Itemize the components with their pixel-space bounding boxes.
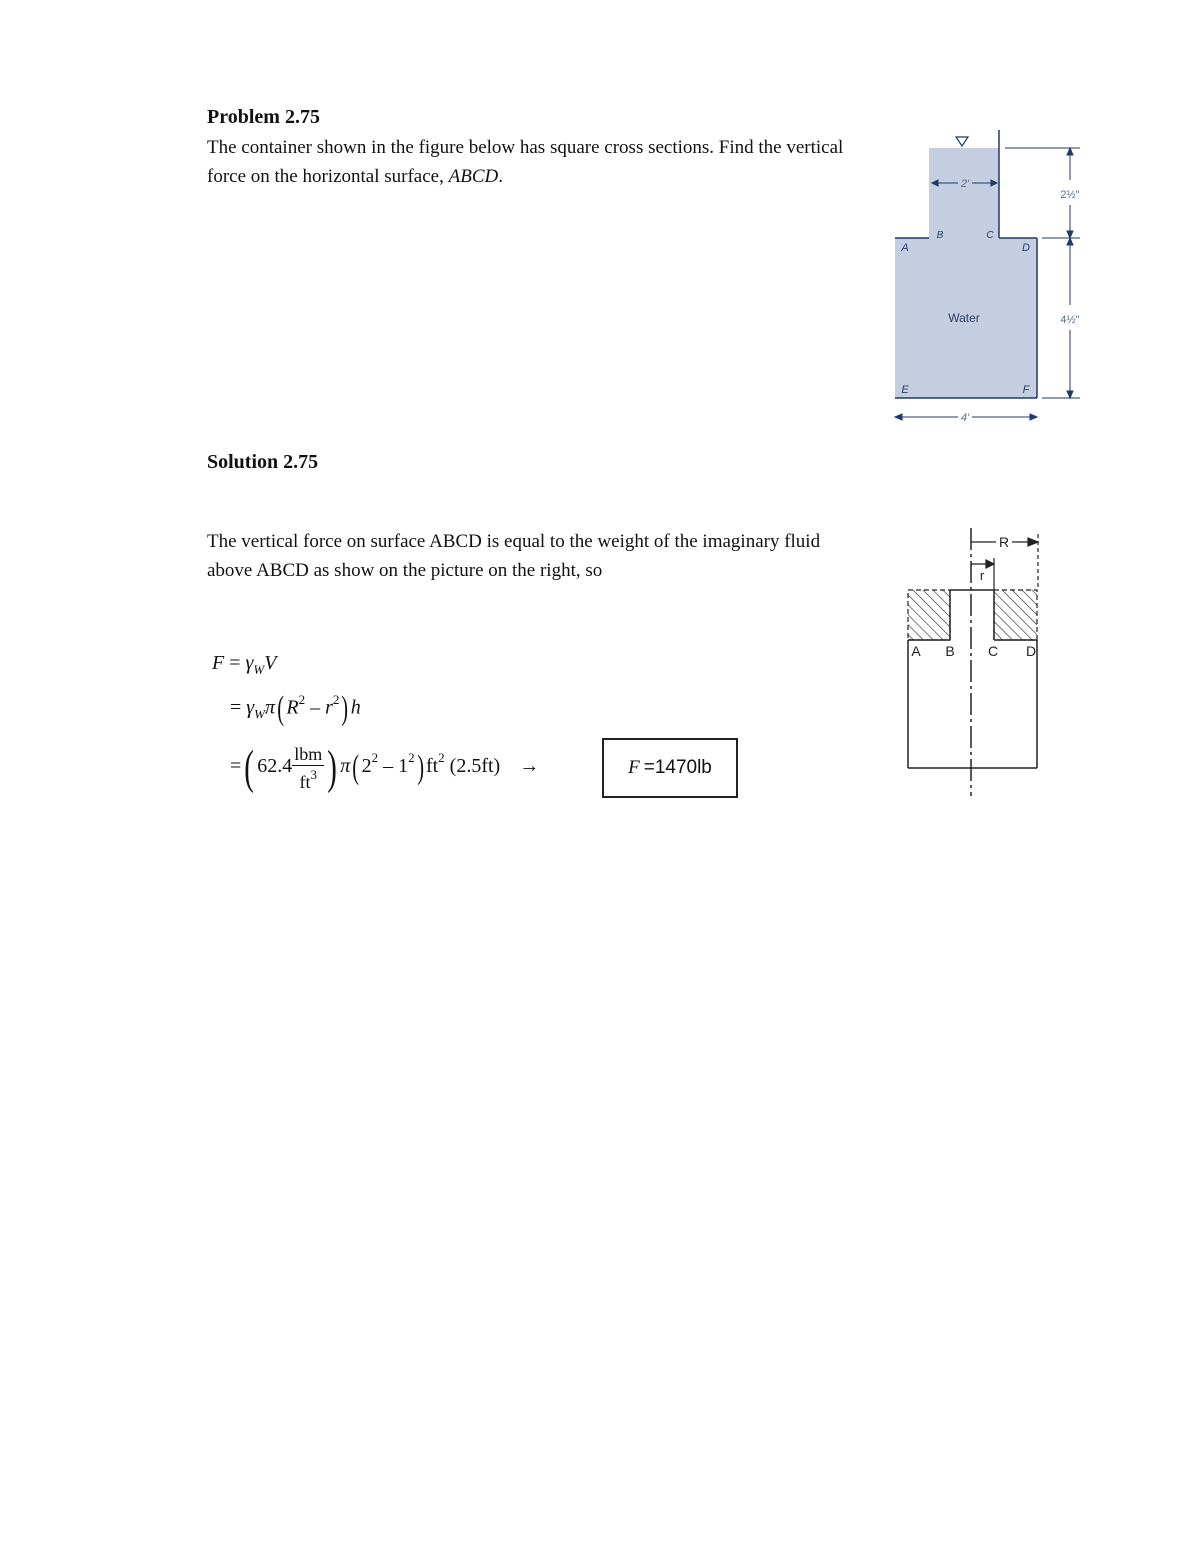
- eq3-numerator: lbm: [294, 743, 323, 764]
- eq3-term-a: 2: [361, 755, 372, 778]
- eq3-term-a-exp: 2: [371, 750, 379, 766]
- eq2-pi: π: [265, 696, 276, 719]
- eq2-small-r-exp: 2: [332, 691, 340, 707]
- eq3-minus: –: [383, 755, 394, 778]
- problem-title: Problem 2.75: [207, 106, 320, 128]
- eq3-unit: ft: [425, 755, 439, 778]
- water-label: Water: [948, 311, 980, 325]
- eq1-volume: V: [264, 652, 277, 674]
- eq3-equals: =: [230, 755, 242, 778]
- eq3-open-paren-2: (: [352, 748, 360, 786]
- problem-text-surface: ABCD: [448, 166, 499, 187]
- eq3-term-b: 1: [398, 755, 409, 778]
- eq3-unit-exp: 2: [438, 750, 445, 766]
- answer-value: =1470lb: [643, 757, 712, 778]
- upper-height-label: 2½": [1060, 189, 1080, 201]
- eq2-small-r: r: [325, 696, 333, 719]
- eq1-gamma: γ: [245, 652, 254, 674]
- eq1-equals: =: [229, 652, 241, 674]
- sketch-point-d: D: [1025, 643, 1037, 659]
- eq2-gamma-sub: W: [254, 706, 266, 722]
- equation-line-3: [230, 740, 539, 795]
- sketch-point-b: B: [945, 643, 955, 659]
- eq3-arrow: →: [519, 755, 540, 778]
- eq1-lhs: F: [212, 652, 225, 674]
- point-f-label: F: [1022, 384, 1030, 396]
- bottom-width-label: 4': [960, 412, 970, 424]
- problem-text: [207, 133, 867, 191]
- answer-box: [602, 738, 738, 798]
- eq2-equals: =: [230, 696, 242, 719]
- point-b-label: B: [936, 230, 944, 241]
- eq3-fraction: [292, 743, 324, 793]
- eq2-open-paren: (: [277, 690, 285, 727]
- eq3-denominator: [292, 766, 324, 793]
- imaginary-fluid-figure: [900, 518, 1050, 798]
- eq2-big-r: R: [286, 696, 299, 719]
- eq3-close-paren: ): [327, 741, 338, 794]
- eq3-pi: π: [340, 755, 351, 778]
- eq2-height: h: [350, 696, 361, 719]
- small-radius-label: r: [979, 568, 985, 583]
- eq3-den-exp: 3: [310, 766, 318, 782]
- big-radius-label: R: [998, 534, 1010, 550]
- eq1-gamma-sub: W: [253, 662, 265, 677]
- eq3-coefficient: 62.4: [257, 755, 293, 778]
- top-width-label: 2': [960, 178, 970, 190]
- hatched-region-right: [994, 590, 1037, 640]
- answer-var: F: [628, 757, 640, 778]
- point-d-label: D: [1022, 242, 1030, 254]
- eq2-gamma: γ: [246, 696, 255, 719]
- equation-line-2: [230, 690, 361, 728]
- eq2-minus: –: [310, 696, 321, 719]
- sketch-point-a: A: [911, 643, 921, 659]
- container-figure: [880, 125, 1090, 425]
- equation-line-1: [212, 652, 276, 678]
- lower-height-label: 4½": [1060, 314, 1080, 326]
- problem-text-main: The container shown in the figure below has square cross sections. Find the vertical force on the horizontal surface,: [207, 137, 844, 187]
- free-surface-icon: [956, 137, 968, 146]
- sketch-point-c: C: [987, 643, 999, 659]
- solution-title: Solution 2.75: [207, 451, 319, 473]
- hatched-region-left: [908, 590, 950, 640]
- point-c-label: C: [986, 230, 994, 241]
- eq3-den-unit: ft: [299, 771, 311, 792]
- solution-text: The vertical force on surface ABCD is equal to the weight of the imaginary fluid above ABCD as show on the picture on the right, so: [207, 531, 821, 581]
- eq2-big-r-exp: 2: [298, 691, 306, 707]
- eq2-close-paren: ): [341, 690, 349, 727]
- eq3-term-b-exp: 2: [408, 750, 415, 766]
- point-e-label: E: [901, 384, 909, 396]
- eq3-open-paren: (: [244, 741, 255, 794]
- eq3-height: (2.5ft): [449, 755, 501, 778]
- point-a-label: A: [901, 242, 909, 254]
- problem-text-end: .: [498, 166, 503, 187]
- eq3-close-paren-2: ): [416, 748, 424, 786]
